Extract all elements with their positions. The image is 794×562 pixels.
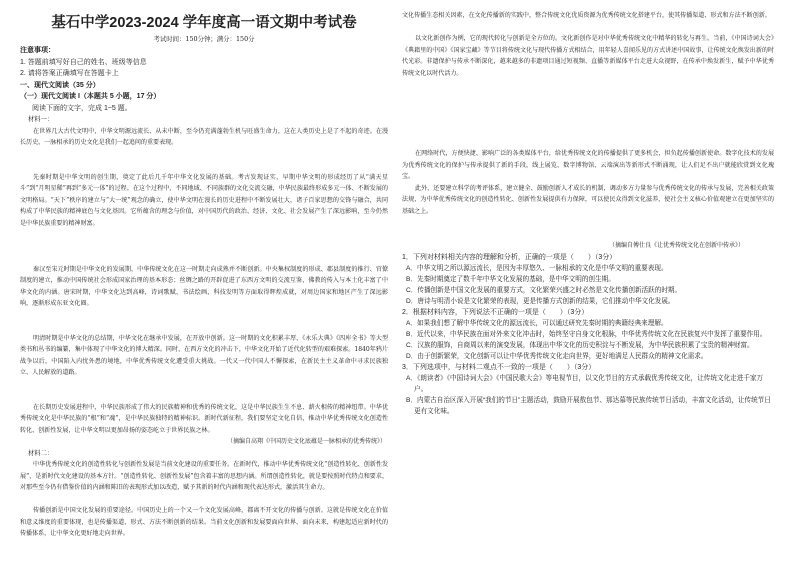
material-two-paragraph: 在网络时代，方便快捷、影响广泛的各类媒体平台，给优秀传统文化的传播提供了更多机会，担负起传播创新使命。数字化技术的发展为优秀传统文化的保护与传承提供了新的手段，线上展览、数字博物馆、云端演出等新形式不断涌现，让人们足不出户就能欣赏到文化瑰宝。 [402,150,774,180]
material-one-source: （摘编自高翔《中国历史文化底蕴是一脉相承的优秀传统》） [226,438,386,445]
subsection-one-heading: （一）现代文阅读 I（本题共 5 小题，17 分） [20,93,161,100]
left-column [20,0,388,540]
question-1-option-a: A．中华文明之所以源远流长，是因为丰厚悠久、一脉相承的文化是中华文明的重要表现。 [406,264,668,272]
material-one-paragraph: 在长期历史发展进程中，中华民族形成了伟大的民族精神和优秀的传统文化，这是中华民族生生不息、薪火相传的精神纽带。中华优秀传统文化是中华民族的“根”和“魂”，是中华民族独特的精神标识。新时代新征程，我们要坚定文化自信，推动中华优秀传统文化创造性转化、创新性发展，让中华文明以更加昂扬的姿态屹立于世界民族之林。 [20,403,388,434]
material-two-paragraph: 中华优秀传统文化的创造性转化与创新性发展是当前文化建设的重要任务。在新时代，推动中华优秀传统文化“创造性转化、创新性发展”，是新时代文化建设的基本方针。“创造性转化、创新性发展”包含着丰富的思想内涵。所谓创造性转化，就是要按照时代特点和要求，对那些至今仍有借鉴价值的内涵和陈旧的表现形式加以改造，赋予其新的时代内涵和现代表达形式，激活其生命力。 [20,461,388,491]
material-one-label: 材料一： [28,116,54,123]
question-3-stem: 3．下列选项中，与材料二观点不一致的一项是（ ）（3分） [402,363,596,371]
right-column [402,0,774,417]
exam-info: 考试时间：150分钟；满分：150分 [153,35,255,43]
material-two-continued: 文化传播生态相关因素，在文化传播新的实践中，整合传统文化优质资源为优秀传统文化搭建平台，使其传播渠道、形式和方法不断创新。 [402,12,771,19]
material-one-paragraph: 明清时期是中华文化的总结期，中华文化在继承中发展，在开放中创新。这一时期的文化积累丰厚，《永乐大典》《四库全书》等大型类书和丛书的编纂，集中体现了中华文化的博大精深。同时，在西方文化的冲击下，中华文化开始了近代化转型的艰难探索。1840年鸦片战争以后，中国陷入内忧外患的境地，中华优秀传统文化遭受重大挑战。一代又一代中国人不懈探索，在新民主主义革命中寻求民族独立、人民解放的道路。 [20,334,388,376]
notice-heading: 注意事项： [20,47,55,54]
material-two-label: 材料二： [28,449,54,457]
question-1-option-d: D．唐诗与明清小说是文化繁荣的表现，更是传播方式创新的结果，它们推动中华文化发展。 [406,297,675,305]
question-1-option-b: B．先秦时期奠定了数千年中华文化发展的基础，是中华文明的创生期。 [406,275,615,283]
section-one-heading: 一、现代文阅读（35 分） [20,81,100,89]
material-two-paragraph: 此外，还要建立科学的考评体系，建立健全、鼓励创新人才成长的机制，调动多方力量参与优秀传统文化的传承与发展，完善相关政策法规，为中华优秀传统文化的创造性转化、创新性发展提供有力保障，可以使民众得到文化滋养，使社会主义核心价值观建立在更加坚实的基础之上。 [402,184,774,215]
reading-instruction: 阅读下面的文字，完成 1~5 题。 [32,104,132,112]
material-two-source: （摘编自傅仕良《让优秀传统文化在创新中传承》） [608,242,744,249]
question-2-option-d: D．由于创新繁荣，文化创新可以让中华优秀传统文化走向世界，更好地满足人民群众的精神文化需求。 [406,352,708,360]
question-1-option-c: C．传播创新是中国文化发展的重要方式，文化繁荣兴盛之时必然是文化传播创新活跃的时期。 [406,286,682,294]
material-one-paragraph: 在世界几大古代文明中，中华文明源远流长、从未中断，至今仍充满蓬勃生机与旺盛生命力，这在人类历史上是了不起的奇迹。在漫长历史、一脉相承的历史文化是我们一起追问的重要表现。 [20,127,388,146]
question-2-option-a: A．如果我们想了解中华传统文化的源远流长，可以通过研究先秦时期的典籍经典来理解。 [406,319,668,327]
question-3-option-a: A．《朗读者》《中国诗词大会》《中国民歌大会》等电视节目，以文化节目的方式承载优秀传统文化，让传统文化走进千家万户。 [406,374,764,393]
question-2-option-b: B．近代以来，中华民族在面对外来文化冲击时，始终坚守自身文化根脉，中华优秀传统文化在民族复兴中发挥了重要作用。 [406,330,767,338]
material-one-paragraph: 秦汉至宋元时期是中华文化的发展期，中华传统文化在这一时期走向成熟并不断创新。中央集权制度的形成、郡县制度的推行、官僚制度的建立，推动中国传统社会形成国家治理的基本形态；丝绸之路的开辟促进了东西方文明的交流互鉴，佛教的传入与本土化丰富了中华文化的内涵。唐宋时期，中华文化达到高峰，诗词歌赋、书法绘画、科技发明等方面取得辉煌成就，对周边国家和地区产生了深远影响，逐渐形成东亚文化圈。 [20,265,388,307]
exam-title: 基石中学2023-2024 学年度高一语文期中考试卷 [51,15,357,31]
notice-1: 1. 答题前填写好自己的姓名、班级等信息 [20,58,147,66]
question-2-option-c: C．汉族的服饰，自商周以来的演变发展，体现出中华文化的历史积淀与不断发展，为中华民族积累了宝贵的精神财富。 [406,341,754,349]
question-1-stem: 1．下列对材料相关内容的理解和分析，正确的一项是（ ）（3分） [402,253,617,261]
notice-2: 2. 请将答案正确填写在答题卡上 [20,70,119,77]
material-two-paragraph: 以文化新创作为例，它的现代转化与创新是全方位的。文化新创作是对中华优秀传统文化中精华的转化与再生。当前，《中国诗词大会》《典籍里的中国》《国家宝藏》等节目将传统文化与现代传播方式相结合，用年轻人喜闻乐见的方式讲述中国故事，让传统文化焕发出新的时代光彩。非遗保护与传承不断深化，越来越多的非遗项目通过短视频、直播等新媒体平台走进大众视野，在传承中焕发新生，赋予中华优秀传统文化以时代活力。 [402,35,774,77]
question-3-option-b: B．内蒙古自治区深入开展“我们的节日”主题活动，鼓励开展敖包节、那达慕等民族传统节日活动，丰富文化活动，让传统节日更有文化味。 [406,396,771,415]
question-2-stem: 2．根据材料内容，下列说法不正确的一项是（ ）（3分） [402,308,589,316]
material-one-paragraph: 先秦时期是中华文明的创生期，奠定了此后几千年中华文化发展的基础。考古发现证实，早期中华文明的形成经历了从“满天星斗”到“月明星稀”再到“多元一体”的过程。在这个过程中，不同地域、不同族群的文化交流交融，中华民族最终形成多元一体、不断发展的文明格局。“天下”秩序的建立与“大一统”观念的确立，使中华文明在漫长的历史进程中不断发展壮大，诸子百家思想的交锋与融合，共同构成了中华民族的精神底色与文化基因。它所蕴含的理念与价值，对中国历代的政治、经济、文化、社会发展产生了深远影响，至今仍然是中华民族重要的精神财富。 [20,173,388,227]
material-two-paragraph: 传播创新是中国文化发展的重要途径。中国历史上的一个又一个文化发展高峰，都离不开文化的传播与创新。这就是传统文化在价值和意义维度的重要体现，也是传播渠道、形式、方法不断创新的结果。当前文化创新和发展要面向世界、面向未来，构建起适应新时代的传播体系，让中华文化更好地走向世界。 [20,507,388,537]
